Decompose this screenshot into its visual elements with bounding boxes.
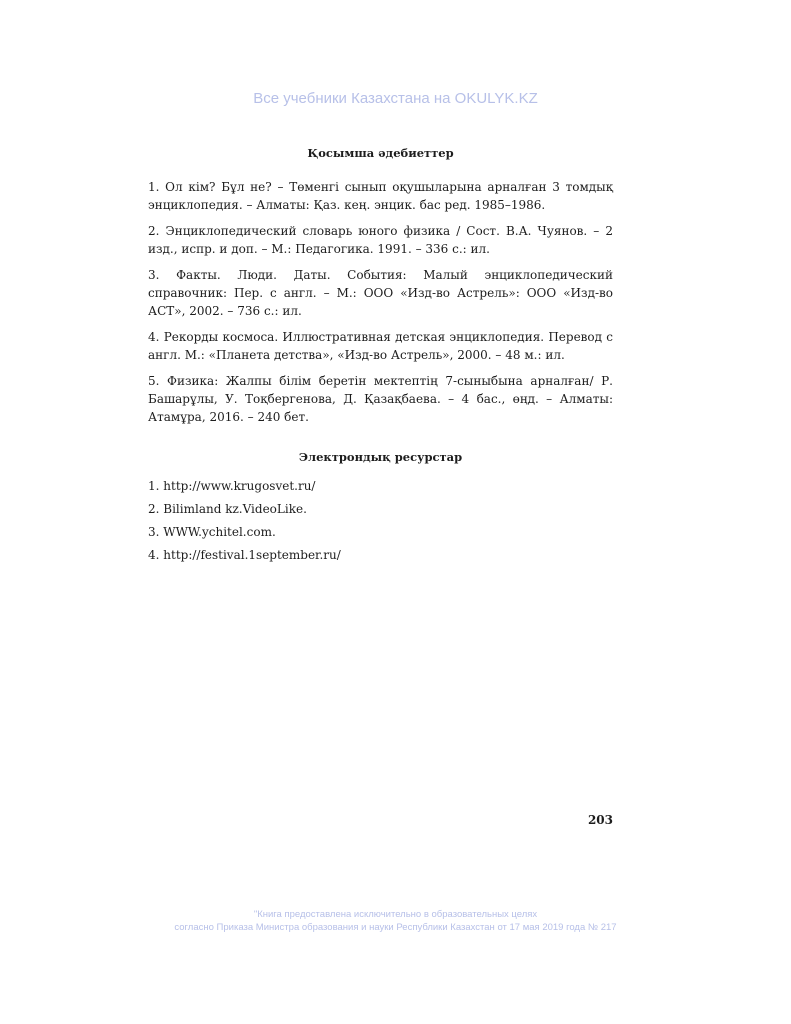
page-content (148, 146, 613, 569)
literature-item: 2. Энциклопедический словарь юного физика / Сост. В.А. Чуянов. – 2 изд., испр. и доп. – М.: Педагогика. 1991. – 336 с.: ил. (148, 224, 613, 256)
literature-item: 3. Факты. Люди. Даты. События: Малый энциклопедический справочник: Пер. с англ. – М.: ООО «Изд-во Астрель»: ООО «Изд-во АСТ», 2002. – 736 с.: ил. (148, 268, 613, 318)
resource-item: 3. WWW.ychitel.com. (148, 525, 276, 539)
footer-line: согласно Приказа Министра образования и науки Республики Казахстан от 17 мая 2019 года № 217 (174, 922, 617, 933)
electronic-resources-list (148, 477, 613, 564)
watermark-text: Все учебники Казахстана на OKULYK.KZ (253, 90, 538, 107)
literature-item: 5. Физика: Жалпы білім беретін мектептің 7-сыныбына арналған/ Р. Башарұлы, У. Тоқбергенова, Д. Қазақбаева. – 4 бас., өңд. – Алматы: Атамұра, 2016. – 240 бет. (148, 374, 613, 424)
resource-item: 1. http://www.krugosvet.ru/ (148, 479, 316, 493)
additional-literature-title: Қосымша әдебиеттер (307, 146, 454, 160)
literature-item: 1. Ол кім? Бұл не? – Төменгі сынып оқушыларына арналған 3 томдық энциклопедия. – Алматы: Қаз. кең. энцик. бас ред. 1985–1986. (148, 180, 613, 212)
footer-disclaimer (0, 908, 791, 934)
additional-literature-list (148, 178, 613, 426)
footer-line: "Книга предоставлена исключительно в образовательных целях (253, 909, 538, 920)
electronic-resources-title: Электрондық ресурстар (298, 450, 463, 464)
page-number: 203 (587, 813, 613, 827)
literature-item: 4. Рекорды космоса. Иллюстративная детская энциклопедия. Перевод с англ. М.: «Планета детства», «Изд-во Астрель», 2000. – 48 м.: ил. (148, 330, 613, 362)
resource-item: 4. http://festival.1september.ru/ (148, 548, 341, 562)
resource-item: 2. Bilimland kz.VideoLike. (148, 502, 307, 516)
